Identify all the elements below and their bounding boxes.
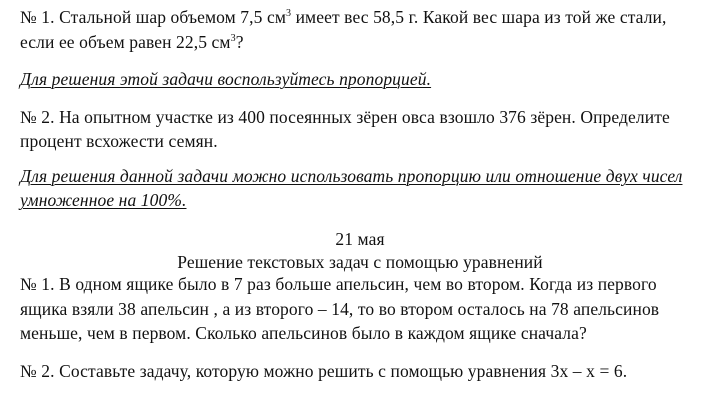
task1-line2-text-end: ? — [235, 32, 244, 52]
task3-line3: меньше, чем в первом. Сколько апельсинов было в каждом ящике сначала? — [20, 323, 587, 343]
task1-line1-text: № 1. Стальной шар объемом 7,5 см — [20, 7, 286, 27]
task1-line2-text: если ее объем равен 22,5 см — [20, 32, 231, 52]
task2-hint-line1: Для решения данной задачи можно использовать пропорцию или отношение двух чисел — [20, 166, 683, 186]
task2-line2: процент всхожести семян. — [20, 131, 218, 151]
section-date: 21 мая — [335, 229, 385, 249]
task1-line2 — [20, 31, 244, 53]
task3-line1: № 1. В одном ящике было в 7 раз больше апельсин, чем во втором. Когда из первого — [20, 274, 657, 294]
section-title: Решение текстовых задач с помощью уравнений — [177, 252, 543, 272]
task4-line1: № 2. Составьте задачу, которую можно решить с помощью уравнения 3х – х = 6. — [20, 361, 628, 381]
cube-superscript: 3 — [286, 8, 292, 19]
cube-superscript-2: 3 — [230, 33, 236, 44]
task2-line1: № 2. На опытном участке из 400 посеянных зёрен овса взошло 376 зёрен. Определите — [20, 107, 670, 127]
task1-hint: Для решения этой задачи воспользуйтесь пропорцией. — [20, 69, 432, 89]
task1-line1 — [20, 6, 666, 28]
task3-line2: ящика взяли 38 апельсин , а из второго – 14, то во втором осталось на 78 апельсинов — [20, 299, 660, 319]
task1-line1-text-end: имеет вес 58,5 г. Какой вес шара из той же стали, — [291, 7, 667, 27]
task2-hint-line2: умноженное на 100%. — [20, 190, 187, 210]
